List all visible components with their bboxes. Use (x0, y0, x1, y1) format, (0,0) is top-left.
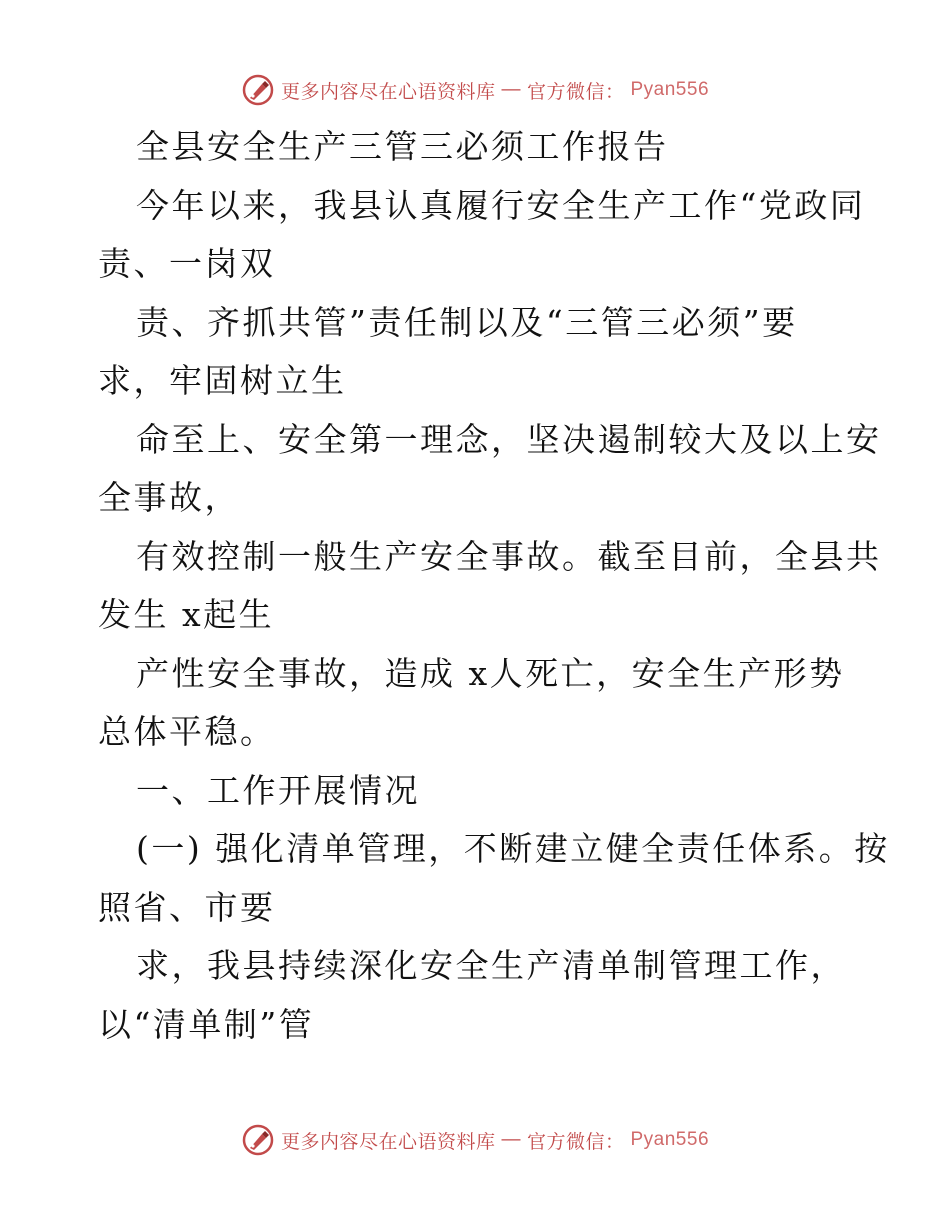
paragraph-line: 今年以来，我县认真履行安全生产工作“党政同 (136, 185, 866, 225)
pen-logo-icon (241, 1123, 275, 1157)
paragraph-line: 总体平稳。 (98, 712, 276, 751)
pen-logo-icon (241, 73, 275, 107)
paragraph-line: 有效控制一般生产安全事故。截至目前，全县共 (136, 536, 882, 576)
section-heading: 一、工作开展情况 (136, 770, 420, 810)
watermark-label: 官方微信： (526, 81, 625, 103)
paragraph-line: 产性安全事故，造成 x人死亡，安全生产形势 (136, 653, 845, 693)
watermark-text: 更多内容尽在心语资料库 (280, 1131, 496, 1153)
watermark-label: 官方微信： (526, 1131, 625, 1153)
paragraph-line: 照省、市要 (98, 887, 276, 927)
document-body (98, 118, 890, 1054)
watermark-separator: — (501, 1129, 521, 1150)
watermark-separator: — (501, 79, 521, 100)
paragraph-line: 全事故， (98, 478, 240, 517)
paragraph-line: 求，我县持续深化安全生产清单制管理工作， (136, 946, 846, 985)
subsection-heading: (一) 强化清单管理，不断建立健全责任体系。按 (136, 829, 890, 868)
watermark-handle: Pyan556 (630, 1129, 710, 1150)
watermark-handle: Pyan556 (630, 79, 710, 100)
paragraph-line: 命至上、安全第一理念，坚决遏制较大及以上安 (136, 419, 882, 459)
footer-watermark (0, 1120, 950, 1160)
watermark-text: 更多内容尽在心语资料库 (280, 81, 496, 103)
paragraph-line: 发生 x起生 (98, 595, 275, 634)
paragraph-line: 责、齐抓共管”责任制以及“三管三必须”要 (136, 302, 798, 342)
paragraph-line: 责、一岗双 (98, 244, 276, 283)
header-watermark (0, 70, 950, 110)
paragraph-line: 以“清单制”管 (98, 1004, 315, 1044)
document-title: 全县安全生产三管三必须工作报告 (136, 127, 669, 166)
paragraph-line: 求，牢固树立生 (98, 361, 347, 400)
